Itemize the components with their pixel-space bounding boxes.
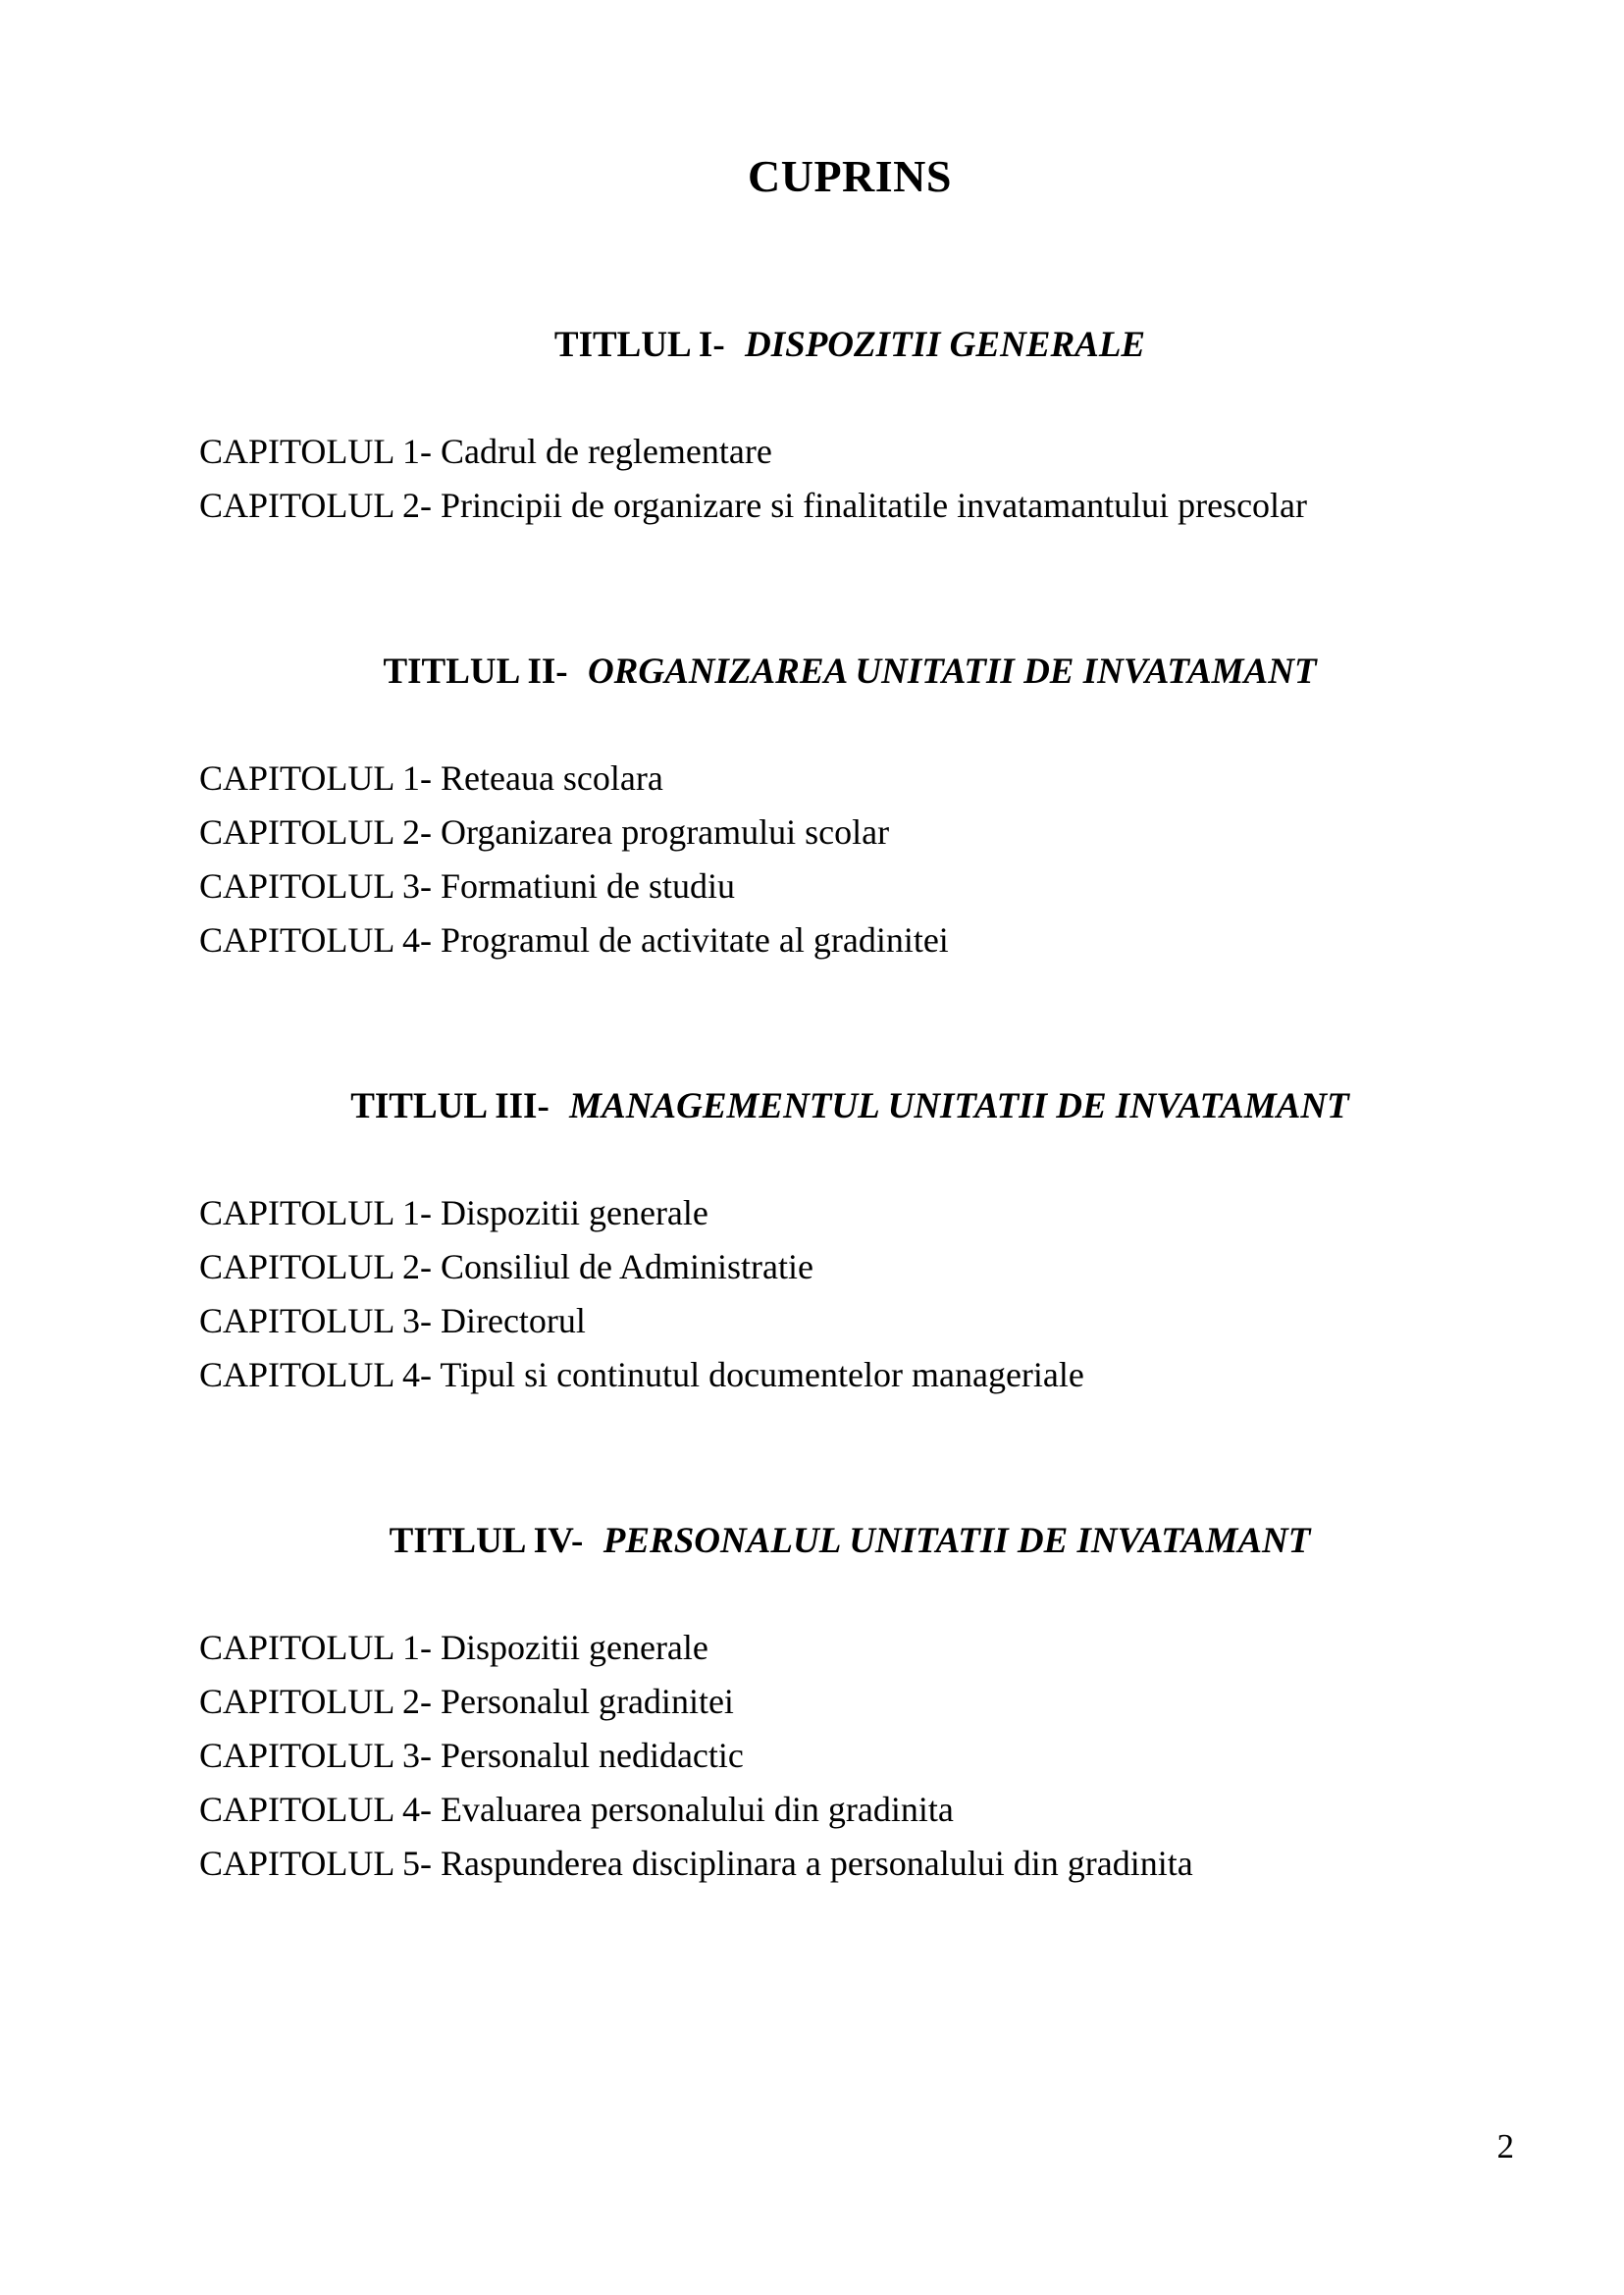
section-heading [199,645,1500,699]
chapter-line: CAPITOLUL 4- Tipul si continutul documentelor manageriale [199,1355,1084,1394]
chapter-line: CAPITOLUL 4- Programul de activitate al gradinitei [199,920,949,960]
chapter-list [199,1621,1500,1891]
section-heading [199,1079,1500,1133]
chapter-line: CAPITOLUL 5- Raspunderea disciplinara a personalului din gradinita [199,1844,1193,1883]
toc-section [199,645,1500,967]
toc-section [199,318,1500,533]
section-heading-title: DISPOZITII GENERALE [745,325,1146,365]
toc-section [199,1079,1500,1402]
chapter-line: CAPITOLUL 2- Organizarea programului scolar [199,812,890,852]
section-heading-prefix: TITLUL IV- [389,1521,584,1561]
chapter-line: CAPITOLUL 3- Personalul nedidactic [199,1736,744,1775]
section-heading [199,1514,1500,1568]
toc-sections [199,318,1500,1891]
chapter-line: CAPITOLUL 1- Reteaua scolara [199,758,663,798]
section-heading-prefix: TITLUL III- [350,1086,550,1126]
toc-section [199,1514,1500,1891]
section-heading-prefix: TITLUL I- [553,325,725,365]
section-heading [199,318,1500,372]
chapter-line: CAPITOLUL 2- Consiliul de Administratie [199,1247,813,1286]
chapter-line: CAPITOLUL 3- Directorul [199,1301,586,1340]
chapter-line: CAPITOLUL 2- Personalul gradinitei [199,1682,734,1721]
chapter-list [199,1186,1500,1402]
chapter-line: CAPITOLUL 3- Formatiuni de studiu [199,866,735,906]
chapter-line: CAPITOLUL 1- Cadrul de reglementare [199,432,772,471]
page-title: CUPRINS [748,151,952,201]
page-number: 2 [1496,2127,1514,2165]
chapter-line: CAPITOLUL 2- Principii de organizare si finalitatile invatamantului prescolar [199,486,1308,525]
chapter-line: CAPITOLUL 1- Dispozitii generale [199,1193,708,1232]
section-heading-prefix: TITLUL II- [383,652,568,692]
section-heading-title: PERSONALUL UNITATII DE INVATAMANT [602,1521,1311,1561]
section-heading-title: MANAGEMENTUL UNITATII DE INVATAMANT [569,1086,1349,1126]
chapter-line: CAPITOLUL 1- Dispozitii generale [199,1628,708,1667]
chapter-list [199,425,1500,533]
chapter-list [199,752,1500,967]
section-heading-title: ORGANIZAREA UNITATII DE INVATAMANT [587,652,1317,692]
chapter-line: CAPITOLUL 4- Evaluarea personalului din gradinita [199,1790,954,1829]
